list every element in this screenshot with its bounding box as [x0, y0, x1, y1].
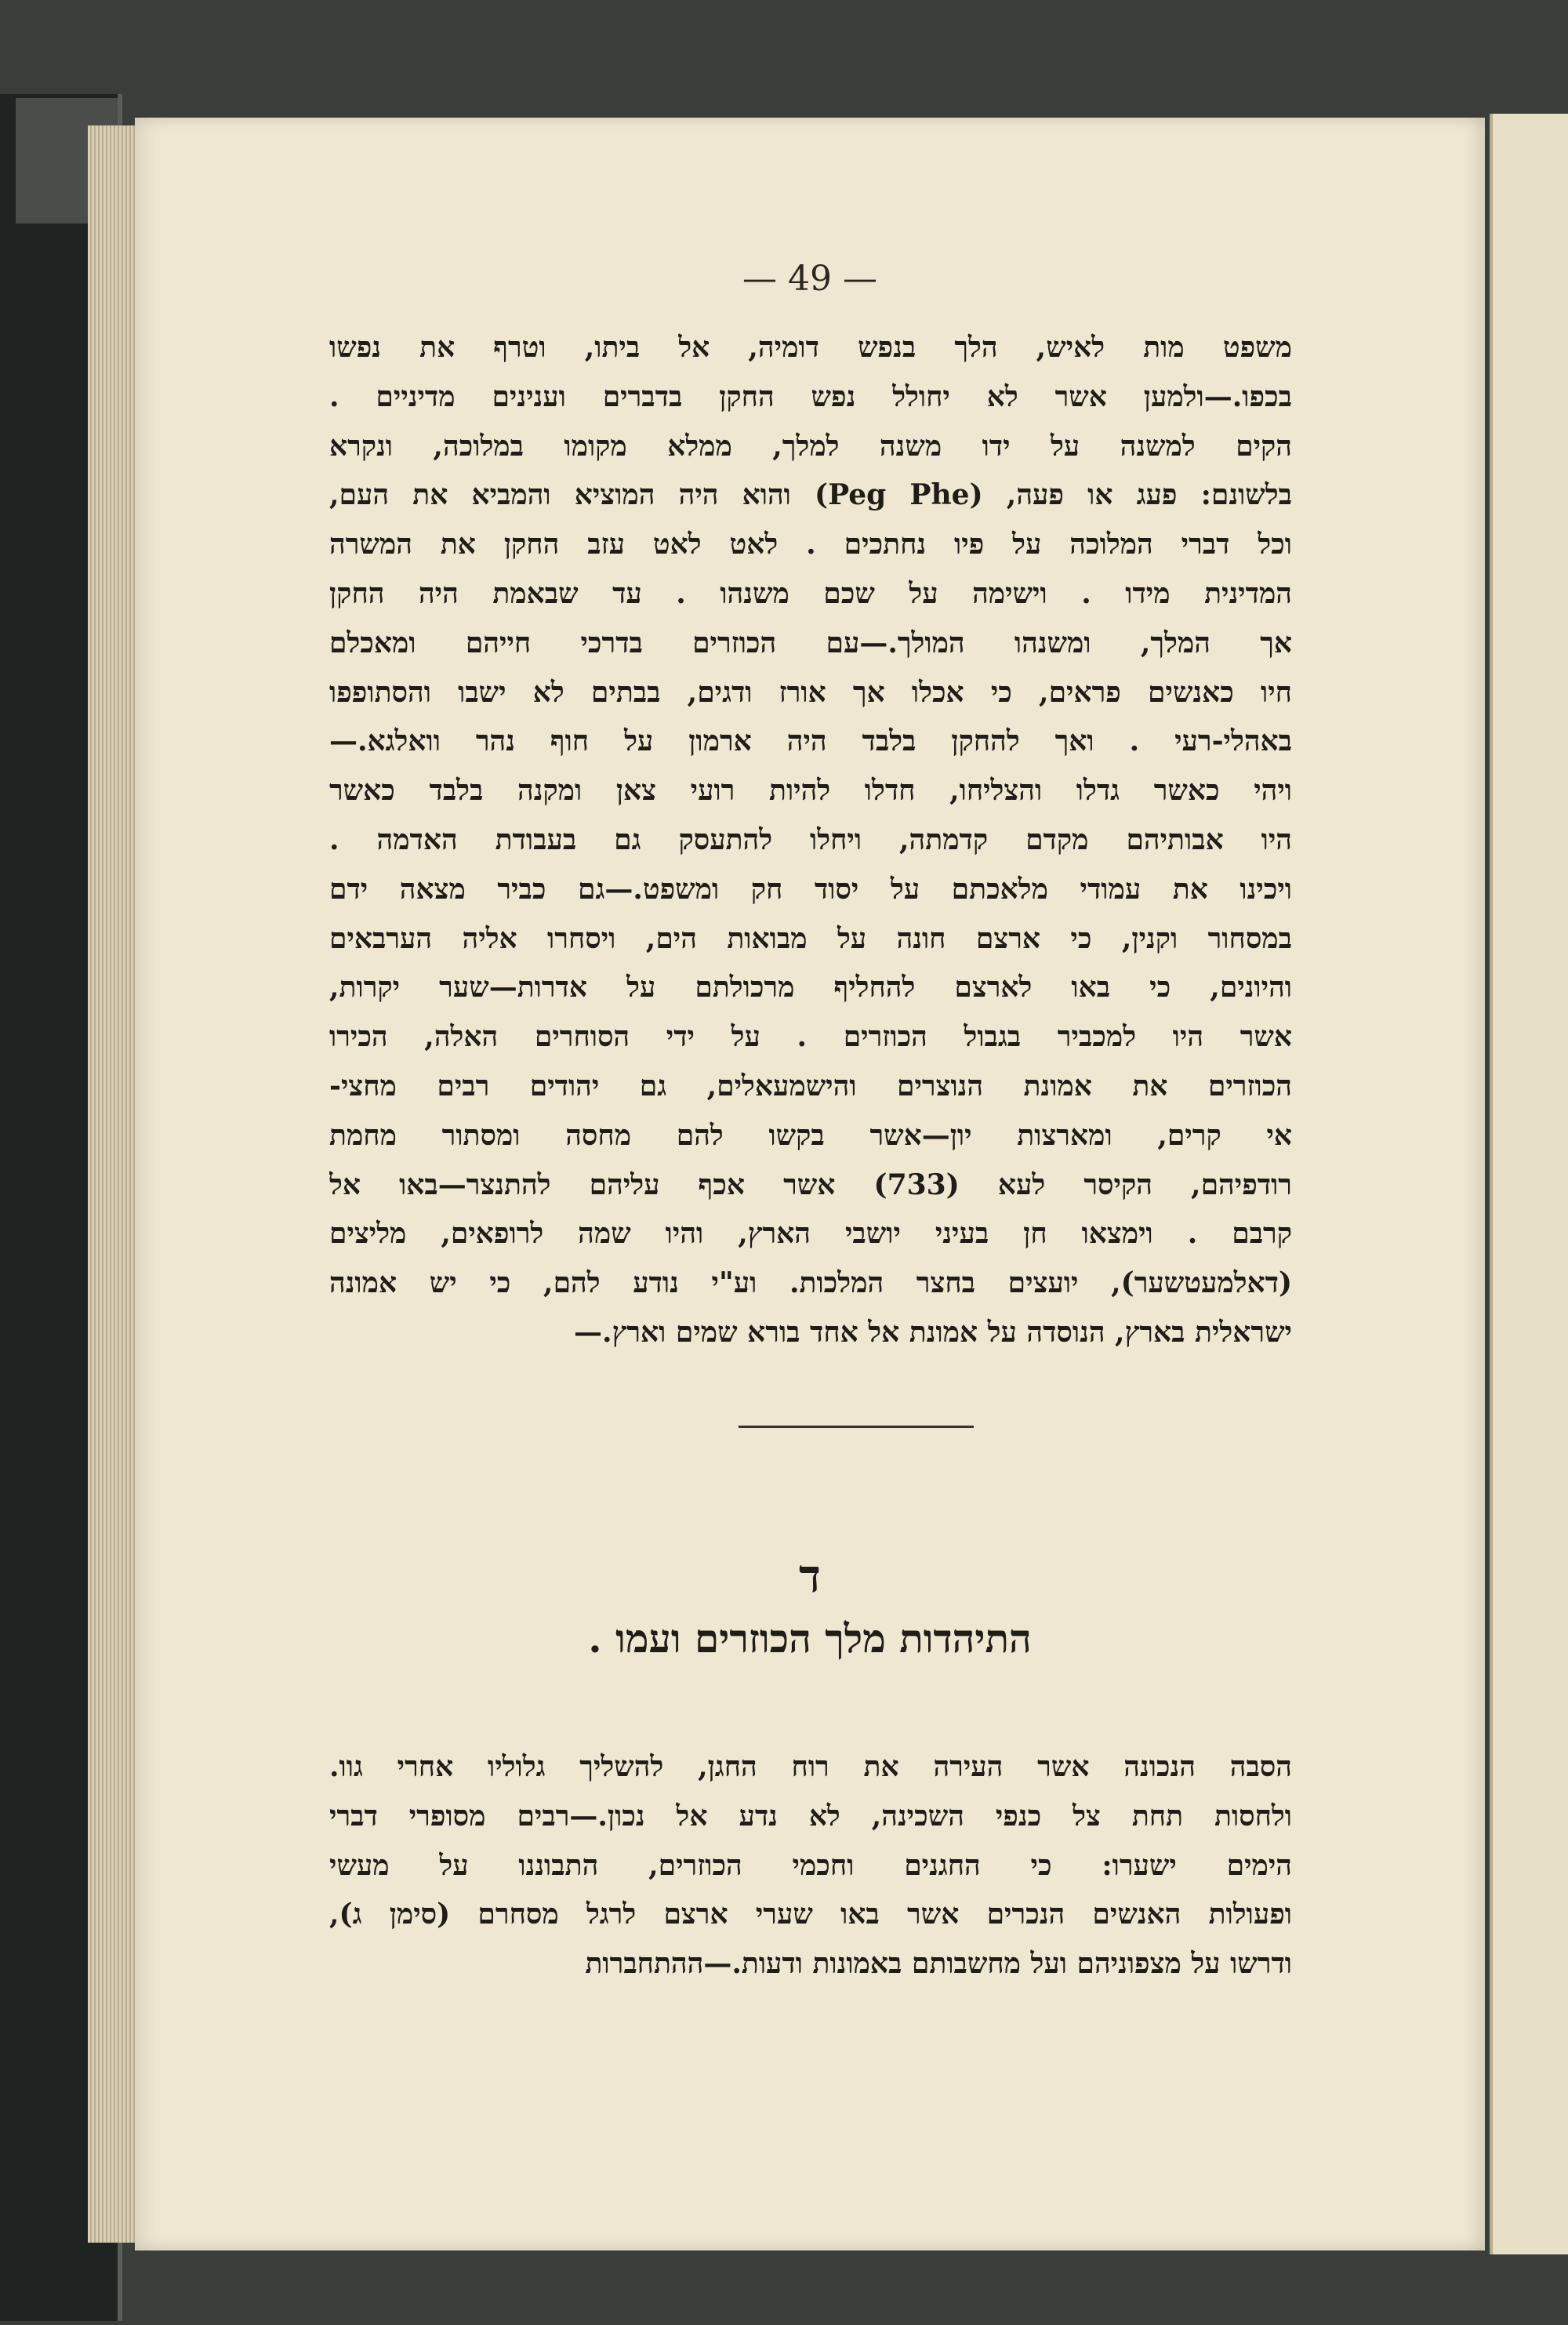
text-line: ישראלית בארץ, הנוסדה על אמונת אל אחד בורא שמים וארץ.— — [574, 1315, 1292, 1349]
text-line: ויהי כאשר גדלו והצליחו, חדלו להיות רועי צאן ומקנה בלבד כאשר — [329, 774, 1292, 808]
section-letter: ד — [799, 1549, 821, 1603]
text-line: ולחסות תחת צל כנפי השכינה, לא נדע אל נכון.—רבים מסופרי דברי — [329, 1799, 1292, 1833]
text-line: ופעולות האנשים הנכרים אשר באו שערי ארצם לרגל מסחרם (סימן ג), — [329, 1898, 1292, 1931]
text-line: הכוזרים את אמונת הנוצרים והישמעאלים, גם יהודים רבים מחצי- — [329, 1069, 1292, 1103]
text-line: המדינית מידו . וישימה על שכם משנהו . עד שבאמת היה החקן — [329, 576, 1292, 610]
paragraph-1 — [329, 323, 1292, 1357]
text-line: משפט מות לאיש, הלך בנפש דומיה, אל ביתו, וטרף את נפשו — [329, 331, 1292, 364]
text-line: אשר היו למכביר בגבול הכוזרים . על ידי הסוחרים האלה, הכירו — [329, 1020, 1292, 1054]
text-line: אי קרים, ומארצות יון—אשר בקשו להם מחסה ומסתור מחמת — [329, 1118, 1292, 1152]
text-line: הימים ישערו: כי החגנים וחכמי הכוזרים, התבוננו על מעשי — [329, 1848, 1292, 1882]
text-line: קרבם . וימצאו חן בעיני יושבי הארץ, והיו שמה לרופאים, מליצים — [329, 1217, 1292, 1251]
text-line: בכפו.—ולמען אשר לא יחולל נפש החקן בדברים וענינים מדיניים . — [329, 380, 1292, 413]
text-line: חיו כאנשים פראים, כי אכלו אך אורז ודגים, בבתים לא ישבו והסתופפו — [329, 675, 1292, 709]
paragraph-2 — [329, 1742, 1292, 1989]
text-line: אך המלך, ומשנהו המולך.—עם הכוזרים בדרכי חייהם ומאכלם — [329, 626, 1292, 659]
text-line: (דאלמעטשער), יועצים בחצר המלכות. וע"י נודע להם, כי יש אמונה — [329, 1266, 1292, 1300]
text-line: ויכינו את עמודי מלאכתם על יסוד חק ומשפט.—גם כביר מצאה ידם — [329, 872, 1292, 906]
text-line: במסחור וקנין, כי ארצם חונה על מבואות הים, ויסחרו אליה הערבאים — [329, 921, 1292, 955]
text-line: וכל דברי המלוכה על פיו נחתכים . לאט לאט עזב החקן את המשרה — [329, 528, 1292, 561]
section-title: התיהדות מלך הכוזרים ועמו . — [588, 1615, 1032, 1662]
text-line: הקים למשנה על ידו משנה למלך, ממלא מקומו במלוכה, ונקרא — [329, 429, 1292, 463]
text-line: הסבה הנכונה אשר העירה את רוח החגן, להשליך גלוליו אחרי גוו. — [329, 1750, 1292, 1783]
text-line: היו אבותיהם מקדם קדמתה, ויחלו להתעסק גם בעבודת האדמה . — [329, 823, 1292, 856]
text-line: ודרשו על מצפוניהם ועל מחשבותם באמונות ודעות.—ההתחברות — [585, 1947, 1292, 1981]
text-line: והיונים, כי באו לארצם להחליף מרכולתם על אדרות—שער יקרות, — [329, 971, 1292, 1004]
page-number: — 49 — — [742, 259, 877, 299]
book-page — [135, 118, 1485, 2251]
text-line: בלשונם: פעג או פעה, (Peg Phe) והוא היה המוציא והמביא את העם, — [329, 478, 1292, 512]
facing-page-edge — [1490, 114, 1568, 2254]
section-divider — [739, 1426, 974, 1428]
text-line: באהלי-רעי . ואך להחקן בלבד היה ארמון על חוף נהר וואלגא.— — [329, 725, 1292, 758]
text-line: רודפיהם, הקיסר לעא (733) אשר אכף עליהם להתנצר—באו אל — [329, 1168, 1292, 1201]
